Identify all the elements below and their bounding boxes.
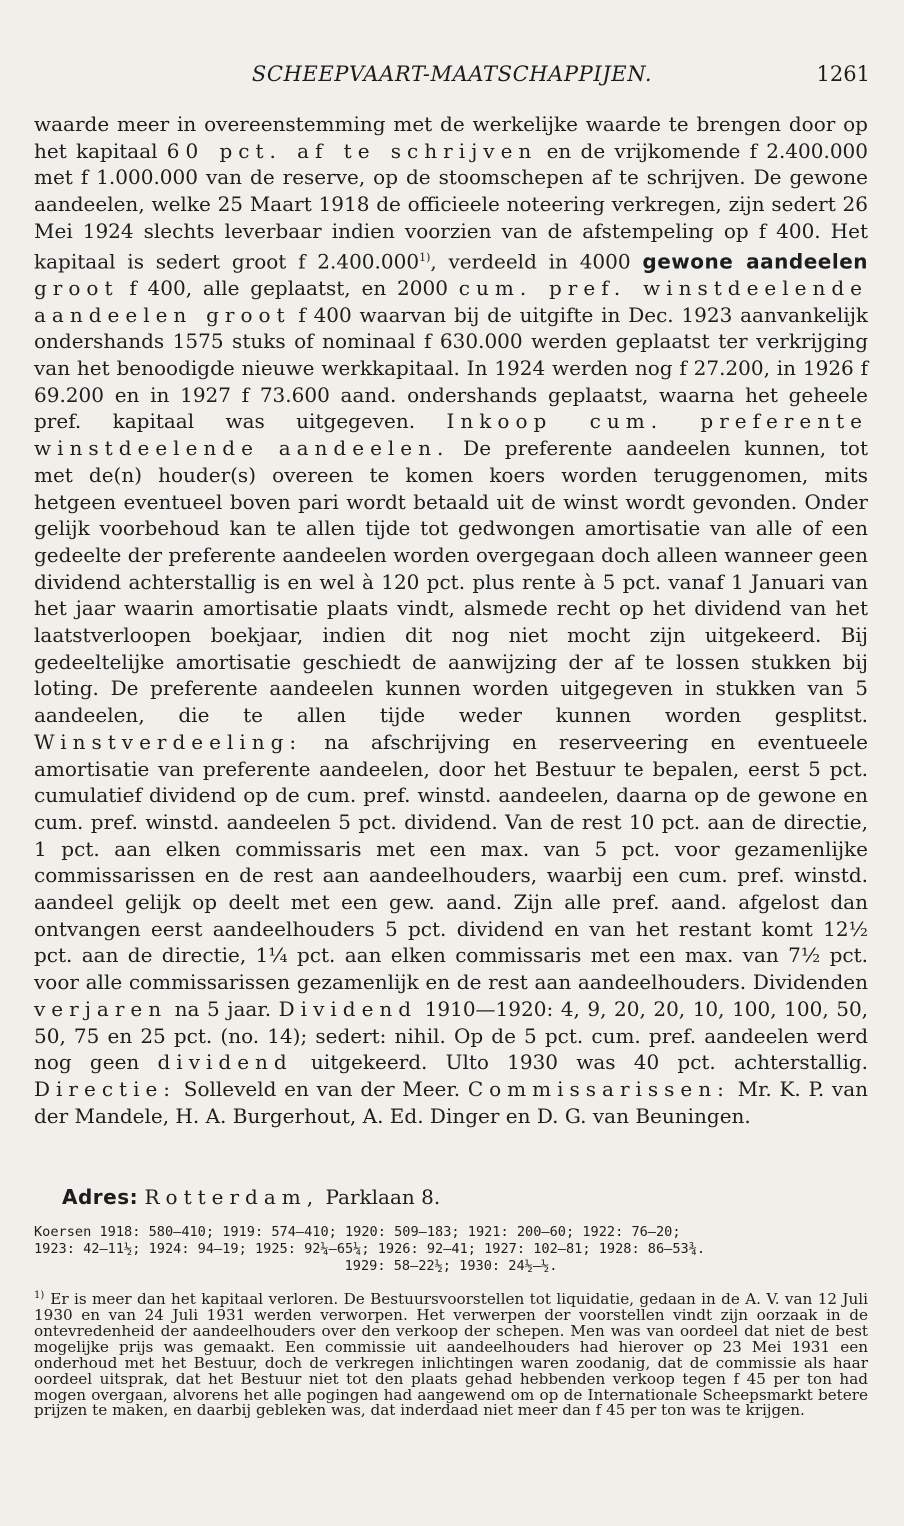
spaced-text: verjaren bbox=[34, 996, 168, 1021]
page-number: 1261 bbox=[816, 62, 870, 86]
footnote-divider bbox=[34, 1280, 868, 1281]
text-run: uitgekeerd. Ulto 1930 was 40 pct. achterstallig. bbox=[310, 1050, 869, 1075]
text-run: f 400 waarvan bij de uitgifte in Dec. 1923 aanvankelijk ondershands 1575 stuks of nominaal f 630.000 werden geplaatst ter verkrijging van het benoodigde nieuwe werkkapitaal. In 1924 werden nog f 27.200, in 1926 f 69.200 en in 1927 f 73.600 aand. ondershands geplaatst, waarna het geheele pref. kapitaal was uitgegeven. bbox=[34, 302, 869, 434]
main-paragraph bbox=[34, 111, 868, 1129]
page-header bbox=[34, 62, 870, 92]
spaced-text: Commissarissen: bbox=[467, 1076, 730, 1101]
spaced-text: Winstverdeeling: bbox=[34, 729, 303, 754]
spaced-text: Inkoop cum. preferente winstdeelende aandeelen. bbox=[34, 409, 868, 461]
spaced-text: 60 pct. af te schrijven bbox=[166, 138, 538, 163]
text-run: 1910—1920: 4, 9, 20, 20, 10, 100, 100, 50, 50, 75 en 25 pct. (no. 14); sedert: nihil. Op de 5 pct. cum. pref. aandeelen werd nog geen bbox=[34, 996, 869, 1075]
spaced-text: cum. pref. winstdeelende aandeelen groot bbox=[34, 275, 868, 327]
price-quotes bbox=[34, 1224, 868, 1275]
text-run: De preferente aandeelen kunnen, tot met de(n) houder(s) overeen te komen koers worden teruggenomen, mits hetgeen eventueel boven pari wordt betaald uit de winst wordt gevonden. Onder gelijk voorbehoud kan te allen tijde tot gedwongen amortisatie van alle of een gedeelte der preferente aandeelen worden overgegaan doch alleen wanneer geen dividend achterstallig is en wel à 120 pct. plus rente à 5 pct. vanaf 1 Januari van het jaar waarin amortisatie plaats vindt, alsmede recht op het dividend van het laatstverloopen boekjaar, indien dit nog niet mocht zijn uitgekeerd. Bij gedeeltelijke amortisatie geschiedt de aanwijzing der af te lossen stukken bij loting. De preferente aandeelen kunnen worden uitgegeven in stukken van 5 aandeelen, die te allen tijde weder kunnen worden gesplitst. bbox=[34, 436, 868, 728]
running-head: SCHEEPVAART-MAATSCHAPPIJEN. bbox=[251, 62, 653, 86]
spaced-text: dividend bbox=[157, 1050, 293, 1075]
footnote-body: Er is meer dan het kapitaal verloren. De Bestuursvoorstellen tot liquidatie, gedaan in de A. V. van 12 Juli 1930 en van 24 Juli 1931 werden verworpen. Het verwerpen der voorstellen vindt zijn oorzaak in de ontevredenheid der aandeelhouders over den verkoop der schepen. Men was van oordeel dat niet de best mogelijke prijs was gemaakt. Een commissie uit aandeelhouders had hierover op 23 Mei 1931 een onderhoud met het Bestuur, doch de verkregen inlichtingen waren zoodanig, dat de commissie als haar oordeel uitsprak, dat het Bestuur niet tot den plaats gehad hebbenden verkoop tegen f 45 per ton had mogen overgaan, alvorens het alle pogingen had aangewend om op de Internationale Scheepsmarkt betere prijzen te maken, en daarbij gebleken was, dat inderdaad niet meer dan f 45 per ton was te krijgen. bbox=[34, 1290, 868, 1420]
bold-term: gewone aandeelen bbox=[642, 249, 869, 274]
spaced-text: Dividend bbox=[278, 996, 418, 1021]
footnote bbox=[34, 1288, 868, 1419]
spaced-text: groot bbox=[34, 275, 119, 300]
text-run: waarde meer in overeenstemming met de werkelijke waarde te brengen door op het kapitaal bbox=[34, 112, 868, 163]
text-run: , verdeeld in 4000 bbox=[430, 249, 631, 274]
footnote-text bbox=[34, 1288, 868, 1419]
text-run: na 5 jaar. bbox=[174, 996, 272, 1021]
address-street: Parklaan 8. bbox=[325, 1185, 441, 1209]
address-city: Rotterdam, bbox=[144, 1185, 320, 1209]
text-run: na afschrijving en reserveering en eventueele amortisatie van preferente aandeelen, door het Bestuur te bepalen, eerst 5 pct. cumulatief dividend op de cum. pref. winstd. aandeelen, daarna op de gewone en cum. pref. winstd. aandeelen 5 pct. dividend. Van de rest 10 pct. aan de directie, 1 pct. aan elken commissaris met een max. van 5 pct. voor gezamenlijke commissarissen en de rest aan aandeelhouders, waarbij een cum. pref. winstd. aandeel gelijk op deelt met een gew. aand. Zijn alle pref. aand. afgelost dan ontvangen eerst aandeelhouders 5 pct. dividend en van het restant komt 12½ pct. aan de directie, 1¼ pct. aan elken commissaris met een max. van 7½ pct. voor alle commissarissen gezamenlijk en de rest aan aandeelhouders. Dividenden bbox=[34, 729, 869, 995]
text-run: Mr. K. P. van der Mandele, H. A. Burgerhout, A. Ed. Dinger en D. G. van Beuningen. bbox=[34, 1076, 869, 1128]
text-run: f 400, alle geplaatst, en 2000 bbox=[129, 275, 448, 300]
address-line bbox=[62, 1185, 440, 1209]
quotes-line: 1923: 42—11½; 1924: 94—19; 1925: 92¼—65¼; 1926: 92—41; 1927: 102—81; 1928: 86—53¾. bbox=[34, 1241, 706, 1257]
paragraph-text bbox=[34, 111, 868, 1129]
text-run: Solleveld en van der Meer. bbox=[183, 1076, 461, 1101]
quotes-line: Koersen 1918: 580—410; 1919: 574—410; 1920: 509—183; 1921: 200—60; 1922: 76—20; bbox=[34, 1224, 681, 1240]
footnote-marker: 1) bbox=[34, 1290, 45, 1301]
spaced-text: Directie: bbox=[34, 1076, 177, 1101]
address-label: Adres: bbox=[62, 1185, 139, 1209]
footnote-reference: 1) bbox=[419, 250, 431, 264]
text-run: en de vrijkomende f 2.400.000 met f 1.000.000 van de reserve, op de stoomschepen af te schrijven. De gewone aandeelen, welke 25 Maart 1918 de officieele noteering verkregen, zijn sedert 26 Mei 1924 slechts leverbaar indien voorzien van de afstempeling op f 400. Het kapitaal is sedert groot f 2.400.000 bbox=[34, 138, 869, 274]
quotes-line: 1929: 58—22½; 1930: 24½—½. bbox=[344, 1258, 558, 1274]
